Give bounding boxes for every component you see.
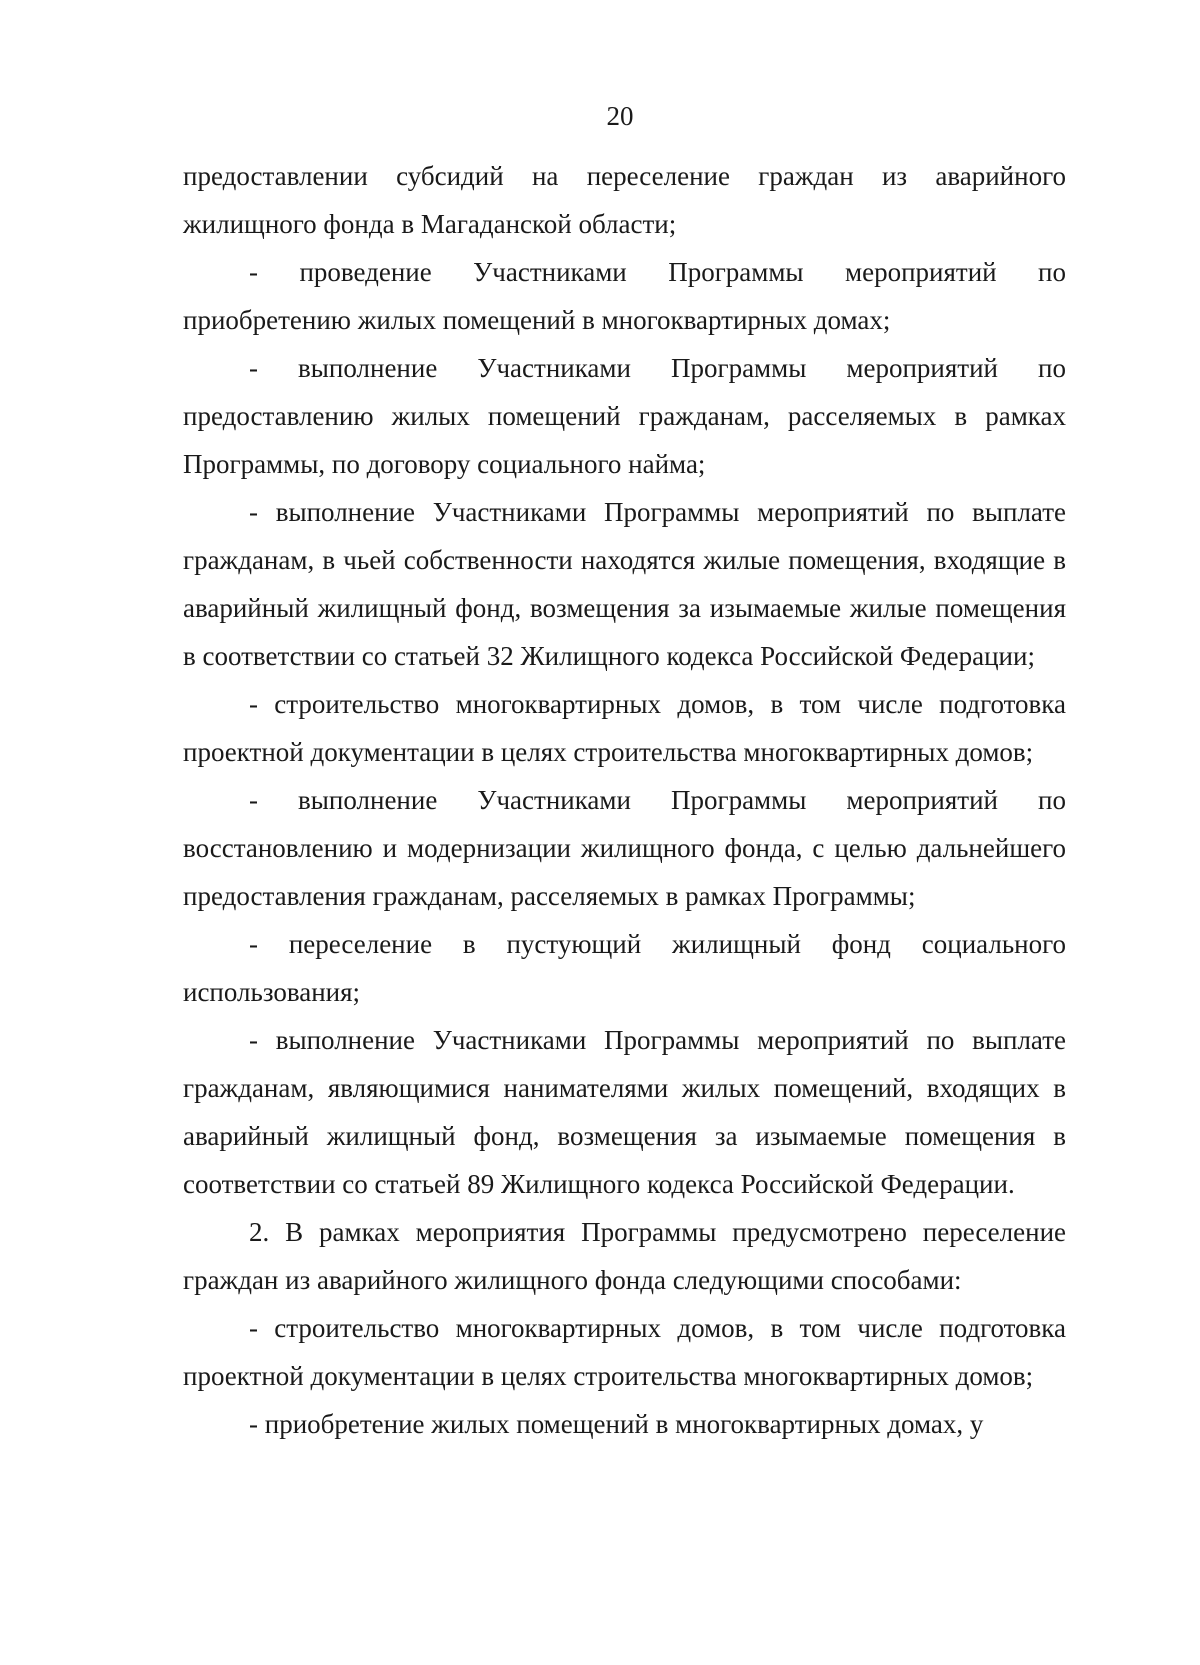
list-item-vacant-fund: - переселение в пустующий жилищный фонд социального использования; — [183, 929, 1066, 1007]
list-item-compensation-owners: - выполнение Участниками Программы мероприятий по выплате гражданам, в чьей собственности находятся жилые помещения, входящие в аварийный жилищный фонд, возмещения за изымаемые жилые помещения в соответствии со статьей 32 Жилищного кодекса Российской Федерации; — [183, 497, 1066, 671]
page-number: 20 — [606, 101, 634, 131]
list-item-restoration: - выполнение Участниками Программы мероприятий по восстановлению и модернизации жилищного фонда, с целью дальнейшего предоставления гражданам, расселяемых в рамках Программы; — [183, 785, 1066, 911]
paragraph-continuation: предоставлении субсидий на переселение граждан из аварийного жилищного фонда в Магаданской области; — [183, 161, 1066, 239]
document-body — [183, 152, 1066, 1448]
list-item-acquisition: - проведение Участниками Программы мероприятий по приобретению жилых помещений в многоквартирных домах; — [183, 257, 1066, 335]
section-2-intro: 2. В рамках мероприятия Программы предусмотрено переселение граждан из аварийного жилищного фонда следующими способами: — [183, 1217, 1066, 1295]
method-acquisition: - приобретение жилых помещений в многоквартирных домах, у — [249, 1409, 984, 1439]
list-item-social-rent: - выполнение Участниками Программы мероприятий по предоставлению жилых помещений гражданам, расселяемых в рамках Программы, по договору социального найма; — [183, 353, 1066, 479]
list-item-construction: - строительство многоквартирных домов, в том числе подготовка проектной документации в целях строительства многоквартирных домов; — [183, 689, 1066, 767]
list-item-compensation-tenants: - выполнение Участниками Программы мероприятий по выплате гражданам, являющимися нанимателями жилых помещений, входящих в аварийный жилищный фонд, возмещения за изымаемые помещения в соответствии со статьей 89 Жилищного кодекса Российской Федерации. — [183, 1025, 1066, 1199]
method-construction: - строительство многоквартирных домов, в том числе подготовка проектной документации в целях строительства многоквартирных домов; — [183, 1313, 1066, 1391]
